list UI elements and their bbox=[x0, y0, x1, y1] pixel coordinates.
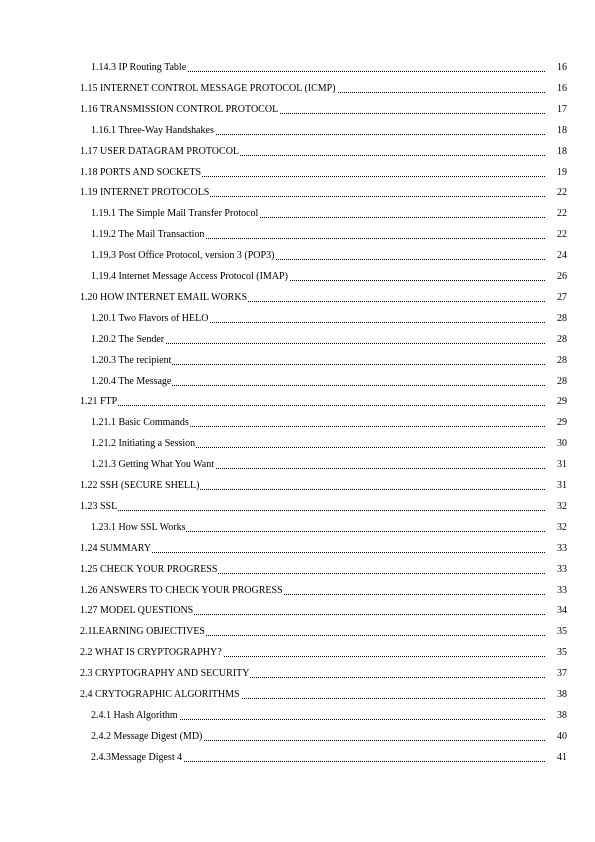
toc-entry-label: 1.20.4 The Message bbox=[91, 375, 172, 387]
toc-entry-label: 2.2 WHAT IS CRYPTOGRAPHY? bbox=[80, 647, 222, 659]
toc-entry[interactable] bbox=[0, 354, 595, 368]
toc-entry[interactable] bbox=[0, 375, 595, 389]
toc-entry-page-number: 30 bbox=[547, 437, 567, 451]
toc-entry-page-number: 28 bbox=[547, 333, 567, 347]
toc-entry-page-number: 38 bbox=[547, 688, 567, 702]
toc-entry-label: 1.24 SUMMARY bbox=[80, 542, 152, 554]
toc-entry-page-number: 34 bbox=[547, 604, 567, 618]
toc-entry[interactable] bbox=[0, 312, 595, 326]
toc-entry-label: 1.23 SSL bbox=[80, 500, 118, 512]
toc-entry[interactable] bbox=[0, 124, 595, 138]
toc-entry-page-number: 28 bbox=[547, 312, 567, 326]
toc-entry-label: 2.4.2 Message Digest (MD) bbox=[91, 730, 203, 742]
toc-entry[interactable] bbox=[0, 249, 595, 263]
toc-entry-label: 1.21.1 Basic Commands bbox=[91, 417, 189, 429]
toc-entry-page-number: 35 bbox=[547, 625, 567, 639]
toc-entry[interactable] bbox=[0, 646, 595, 660]
toc-entry-label: 1.21.3 Getting What You Want bbox=[91, 459, 214, 471]
toc-entry-page-number: 31 bbox=[547, 479, 567, 493]
toc-entry-page-number: 28 bbox=[547, 375, 567, 389]
toc-entry-label: 2.4 CRYTOGRAPHIC ALGORITHMS bbox=[80, 689, 240, 700]
toc-entry[interactable] bbox=[0, 186, 595, 200]
toc-entry[interactable] bbox=[0, 145, 595, 159]
toc-entry-page-number: 33 bbox=[547, 542, 567, 556]
toc-entry-label: 1.19.2 The Mail Transaction bbox=[91, 229, 205, 241]
toc-entry-label: 1.19.4 Internet Message Access Protocol (IMAP) bbox=[91, 271, 288, 282]
toc-entry-page-number: 27 bbox=[547, 291, 567, 305]
toc-entry-label: 1.21.2 Initiating a Session bbox=[91, 438, 196, 450]
toc-entry-label: 1.25 CHECK YOUR PROGRESS bbox=[80, 563, 218, 575]
toc-entry-page-number: 24 bbox=[547, 249, 567, 263]
toc-entry[interactable] bbox=[0, 228, 595, 242]
toc-entry-page-number: 29 bbox=[547, 416, 567, 430]
toc-entry[interactable] bbox=[0, 207, 595, 221]
toc-entry-label: 1.20.2 The Sender bbox=[91, 333, 165, 345]
toc-entry[interactable] bbox=[0, 688, 595, 702]
toc-entry-label: 2.4.1 Hash Algorithm bbox=[91, 709, 178, 721]
toc-entry-page-number: 22 bbox=[547, 207, 567, 221]
toc-entry-page-number: 22 bbox=[547, 186, 567, 200]
toc-entry-page-number: 38 bbox=[547, 709, 567, 723]
toc-entry-page-number: 18 bbox=[547, 145, 567, 159]
toc-entry[interactable] bbox=[0, 667, 595, 681]
toc-entry-page-number: 29 bbox=[547, 395, 567, 409]
toc-entry-page-number: 22 bbox=[547, 228, 567, 242]
toc-entry-label: 1.16 TRANSMISSION CONTROL PROTOCOL bbox=[80, 103, 279, 115]
toc-entry-page-number: 26 bbox=[547, 270, 567, 284]
toc-entry[interactable] bbox=[0, 270, 595, 284]
toc-entry[interactable] bbox=[0, 604, 595, 618]
toc-entry-label: 1.20.1 Two Flavors of HELO bbox=[91, 312, 209, 324]
toc-entry-page-number: 41 bbox=[547, 751, 567, 765]
toc-entry-label: 1.14.3 IP Routing Table bbox=[91, 62, 187, 73]
toc-entry-page-number: 16 bbox=[547, 82, 567, 96]
toc-entry-label: 1.15 INTERNET CONTROL MESSAGE PROTOCOL (ICMP) bbox=[80, 82, 336, 94]
toc-entry[interactable] bbox=[0, 625, 595, 639]
toc-entry-label: 1.17 USER DATAGRAM PROTOCOL bbox=[80, 145, 240, 157]
toc-entry[interactable] bbox=[0, 416, 595, 430]
toc-entry[interactable] bbox=[0, 730, 595, 744]
toc-entry-page-number: 16 bbox=[547, 61, 567, 75]
toc-entry[interactable] bbox=[0, 291, 595, 305]
toc-entry-label: 2.3 CRYPTOGRAPHY AND SECURITY bbox=[80, 668, 250, 680]
toc-entry-label: 2.1LEARNING OBJECTIVES bbox=[80, 626, 205, 638]
toc-entry[interactable] bbox=[0, 333, 595, 347]
toc-entry-page-number: 37 bbox=[547, 667, 567, 681]
toc-entry[interactable] bbox=[0, 82, 595, 96]
toc-entry-page-number: 31 bbox=[547, 458, 567, 472]
toc-entry[interactable] bbox=[0, 542, 595, 556]
toc-entry-label: 1.18 PORTS AND SOCKETS bbox=[80, 166, 202, 178]
toc-entry-page-number: 19 bbox=[547, 166, 567, 180]
toc-entry[interactable] bbox=[0, 437, 595, 451]
toc-entry[interactable] bbox=[0, 61, 595, 75]
toc-entry-label: 1.19.3 Post Office Protocol, version 3 (POP3) bbox=[91, 250, 275, 262]
toc-entry-label: 1.19.1 The Simple Mail Transfer Protocol bbox=[91, 208, 259, 220]
toc-entry-label: 2.4.3Message Digest 4 bbox=[91, 751, 183, 763]
toc-entry-page-number: 28 bbox=[547, 354, 567, 368]
toc-entry[interactable] bbox=[0, 395, 595, 409]
toc-entry-page-number: 35 bbox=[547, 646, 567, 660]
toc-entry[interactable] bbox=[0, 584, 595, 598]
toc-entry-label: 1.27 MODEL QUESTIONS bbox=[80, 605, 194, 617]
toc-leader-dots bbox=[80, 405, 545, 406]
toc-leader-dots bbox=[80, 510, 545, 511]
toc-entry-label: 1.26 ANSWERS TO CHECK YOUR PROGRESS bbox=[80, 584, 283, 596]
toc-entry[interactable] bbox=[0, 103, 595, 117]
toc-entry-label: 1.22 SSH (SECURE SHELL) bbox=[80, 480, 200, 491]
toc-entry-label: 1.21 FTP bbox=[80, 396, 118, 408]
toc-entry-label: 1.20.3 The recipient bbox=[91, 354, 172, 366]
toc-entry[interactable] bbox=[0, 479, 595, 493]
toc-entry[interactable] bbox=[0, 458, 595, 472]
toc-entry-page-number: 33 bbox=[547, 584, 567, 598]
toc-entry-label: 1.23.1 How SSL Works bbox=[91, 521, 186, 533]
toc-entry-label: 1.19 INTERNET PROTOCOLS bbox=[80, 187, 210, 199]
toc-entry-page-number: 33 bbox=[547, 563, 567, 577]
toc-entry-label: 1.20 HOW INTERNET EMAIL WORKS bbox=[80, 291, 248, 303]
toc-entry-page-number: 18 bbox=[547, 124, 567, 138]
toc-entry-page-number: 40 bbox=[547, 730, 567, 744]
toc-entry[interactable] bbox=[0, 521, 595, 535]
toc-entry[interactable] bbox=[0, 166, 595, 180]
toc-entry[interactable] bbox=[0, 563, 595, 577]
toc-entry[interactable] bbox=[0, 500, 595, 514]
toc-entry[interactable] bbox=[0, 709, 595, 723]
toc-entry[interactable] bbox=[0, 751, 595, 765]
toc-entry-label: 1.16.1 Three-Way Handshakes bbox=[91, 124, 214, 136]
toc-entry-page-number: 32 bbox=[547, 500, 567, 514]
toc-entry-page-number: 17 bbox=[547, 103, 567, 117]
toc-entry-page-number: 32 bbox=[547, 521, 567, 535]
